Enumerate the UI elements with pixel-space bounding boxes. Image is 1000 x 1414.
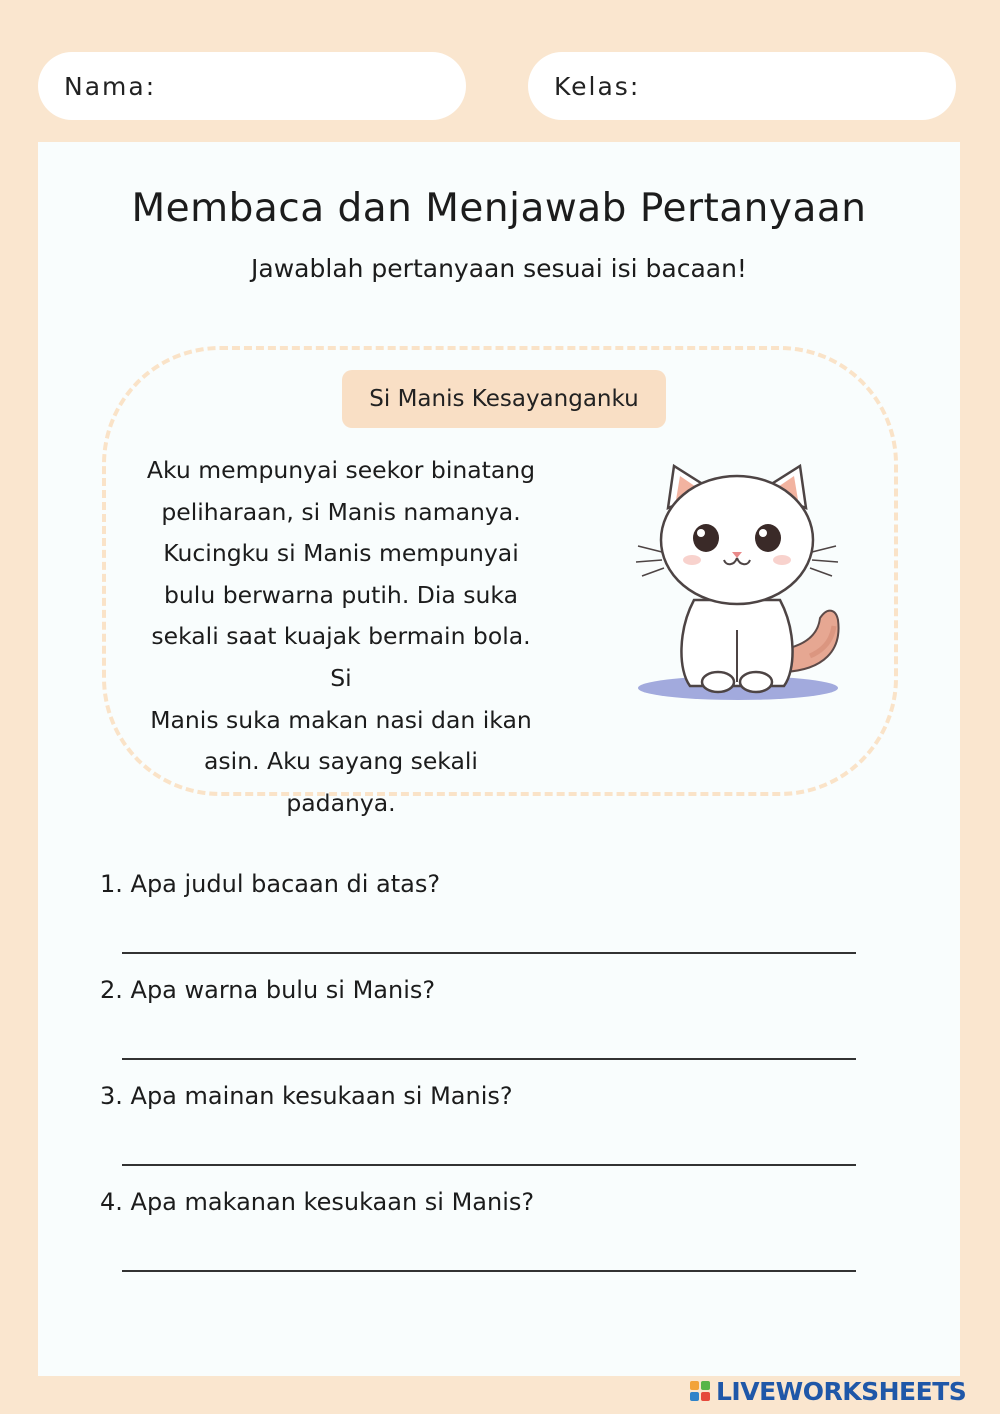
question-text: 3. Apa mainan kesukaan si Manis? <box>100 1082 513 1110</box>
question-item <box>100 870 900 976</box>
class-label: Kelas: <box>554 71 641 101</box>
liveworksheets-logo <box>690 1377 966 1405</box>
question-item <box>100 976 900 1082</box>
story-line: asin. Aku sayang sekali padanya. <box>204 747 478 817</box>
story-line: Aku mempunyai seekor binatang <box>146 456 536 484</box>
questions-list <box>100 870 900 1294</box>
question-text: 1. Apa judul bacaan di atas? <box>100 870 441 898</box>
answer-input-2[interactable] <box>122 1020 856 1060</box>
story-line: bulu berwarna putih. Dia suka <box>164 580 518 609</box>
class-input[interactable] <box>650 65 930 107</box>
story-line: Kucingku si Manis mempunyai <box>163 539 519 568</box>
worksheet-sheet <box>38 142 960 1376</box>
worksheet-instruction: Jawablah pertanyaan sesuai isi bacaan! <box>251 254 747 283</box>
question-text: 4. Apa makanan kesukaan si Manis? <box>100 1188 535 1216</box>
story-line: sekali saat kuajak bermain bola. Si <box>151 622 531 692</box>
story-text <box>146 450 536 824</box>
question-item <box>100 1188 900 1294</box>
logo-grid-icon <box>690 1381 710 1401</box>
name-input[interactable] <box>166 65 444 107</box>
answer-input-4[interactable] <box>122 1232 856 1272</box>
story-line: Manis suka makan nasi dan ikan <box>150 705 532 734</box>
answer-input-1[interactable] <box>122 914 856 954</box>
cat-illustration <box>634 460 854 700</box>
question-item <box>100 1082 900 1188</box>
name-label: Nama: <box>64 71 157 101</box>
logo-text: LIVEWORKSHEETS <box>716 1376 967 1406</box>
answer-input-3[interactable] <box>122 1126 856 1166</box>
story-title: Si Manis Kesayanganku <box>342 370 666 428</box>
worksheet-title: Membaca dan Menjawab Pertanyaan <box>131 186 867 231</box>
class-field <box>528 52 956 120</box>
story-box <box>102 346 898 817</box>
name-field <box>38 52 466 120</box>
story-line: peliharaan, si Manis namanya. <box>161 497 521 526</box>
question-text: 2. Apa warna bulu si Manis? <box>100 976 436 1004</box>
